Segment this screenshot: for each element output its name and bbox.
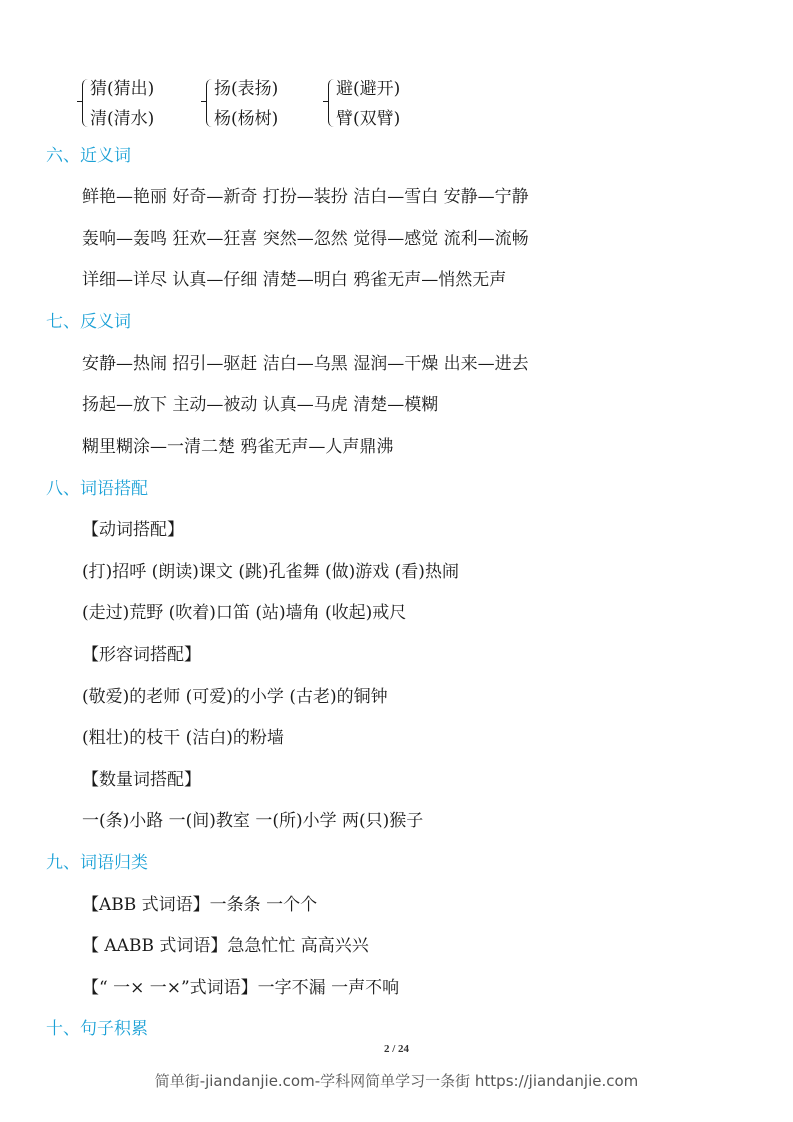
brace-item-bottom: 杨(杨树) — [214, 109, 279, 129]
verb-line: (走过)荒野 (吹着)口笛 (站)墙角 (收起)戒尺 — [82, 603, 407, 623]
subheading-verb: 【动词搭配】 — [82, 520, 184, 540]
classification-line: 【 AABB 式词语】急急忙忙 高高兴兴 — [82, 936, 369, 956]
verb-line: (打)招呼 (朗读)课文 (跳)孔雀舞 (做)游戏 (看)热闹 — [82, 562, 459, 582]
brace-item-bottom: 臂(双臂) — [336, 109, 401, 129]
section-heading-collocations: 八、词语搭配 — [46, 479, 148, 499]
classification-line: 【“ 一× 一×”式词语】一字不漏 一声不响 — [82, 978, 400, 998]
brace-item-bottom: 清(清水) — [90, 109, 155, 129]
brace-icon — [328, 79, 335, 127]
brace-item-top: 扬(表扬) — [214, 79, 279, 99]
section-heading-synonyms: 六、近义词 — [46, 146, 131, 166]
synonym-line: 鲜艳—艳丽 好奇—新奇 打扮—装扮 洁白—雪白 安静—宁静 — [82, 187, 529, 207]
brace-item-top: 避(避开) — [336, 79, 401, 99]
brace-item-top: 猜(猜出) — [90, 79, 155, 99]
subheading-adjective: 【形容词搭配】 — [82, 645, 201, 665]
brace-icon — [206, 79, 213, 127]
adjective-line: (粗壮)的枝干 (洁白)的粉墙 — [82, 728, 284, 748]
quantifier-line: 一(条)小路 一(间)教室 一(所)小学 两(只)猴子 — [82, 811, 424, 831]
antonym-line: 安静—热闹 招引—驱赶 洁白—乌黑 湿润—干燥 出来—进去 — [82, 354, 529, 374]
section-heading-classification: 九、词语归类 — [46, 853, 148, 873]
subheading-quantifier: 【数量词搭配】 — [82, 770, 201, 790]
classification-line: 【ABB 式词语】一条条 一个个 — [82, 895, 318, 915]
page-number: 2 / 24 — [383, 1043, 410, 1055]
adjective-line: (敬爱)的老师 (可爱)的小学 (古老)的铜钟 — [82, 687, 388, 707]
antonym-line: 扬起—放下 主动—被动 认真—马虎 清楚—模糊 — [82, 395, 439, 415]
antonym-line: 糊里糊涂—一清二楚 鸦雀无声—人声鼎沸 — [82, 437, 394, 457]
brace-icon — [82, 79, 89, 127]
synonym-line: 详细—详尽 认真—仔细 清楚—明白 鸦雀无声—悄然无声 — [82, 270, 507, 290]
section-heading-sentences: 十、句子积累 — [46, 1019, 148, 1039]
footer-watermark-text: 简单街-jiandanjie.com-学科网简单学习一条街 https://jiandanjie.com — [154, 1072, 639, 1090]
synonym-line: 轰响—轰鸣 狂欢—狂喜 突然—忽然 觉得—感觉 流利—流畅 — [82, 229, 529, 249]
section-heading-antonyms: 七、反义词 — [46, 312, 131, 332]
